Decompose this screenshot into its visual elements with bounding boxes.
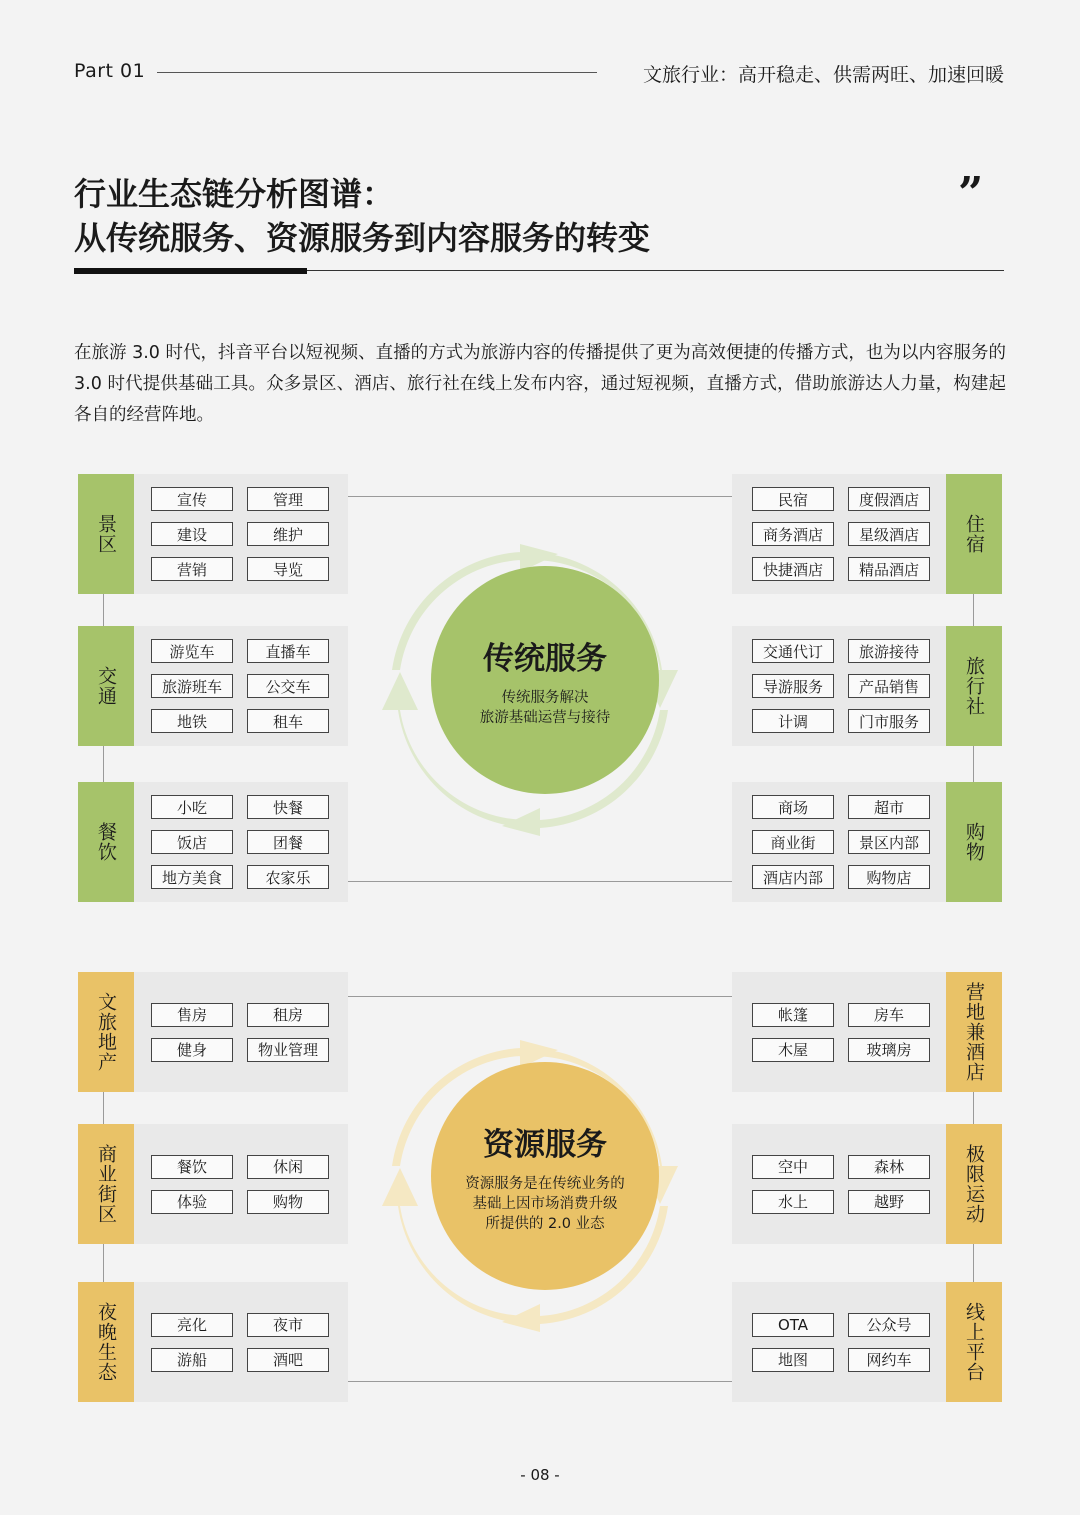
group-item: 健身	[151, 1038, 233, 1062]
resource-service-title: 资源服务	[483, 1126, 607, 1163]
group-item: 导游服务	[752, 674, 834, 698]
group-items-panel	[134, 782, 348, 902]
group-item: 商务酒店	[752, 522, 834, 546]
resource-service-desc-2: 基础上因市场消费升级	[472, 1195, 618, 1212]
resource-group-left-0	[78, 972, 348, 1092]
group-item: 宣传	[151, 487, 233, 511]
group-label-box	[946, 972, 1002, 1092]
group-label: 餐饮	[95, 822, 117, 862]
group-item: 旅游接待	[848, 639, 930, 663]
page-number: - 08 -	[520, 1466, 560, 1484]
resource-group-left-1	[78, 1124, 348, 1244]
group-item: 商场	[752, 795, 834, 819]
resource-group-left-2	[78, 1282, 348, 1402]
title-underline-accent	[74, 268, 307, 274]
group-item: 维护	[247, 522, 329, 546]
group-label: 商业街区	[95, 1144, 117, 1224]
group-item: 夜市	[247, 1313, 329, 1337]
group-item: 酒店内部	[752, 865, 834, 889]
group-item: 产品销售	[848, 674, 930, 698]
group-item: 租车	[247, 709, 329, 733]
group-label: 景区	[95, 514, 117, 554]
connector-line	[973, 1244, 974, 1282]
group-items-panel	[732, 782, 946, 902]
group-item: 景区内部	[848, 830, 930, 854]
group-item: 游览车	[151, 639, 233, 663]
header-title: 文旅行业：高开稳走、供需两旺、加速回暖	[642, 64, 1004, 86]
connector-line	[103, 746, 104, 782]
group-item: 公众号	[848, 1313, 930, 1337]
header-divider	[157, 72, 597, 73]
group-item: 商业街	[752, 830, 834, 854]
group-item: 购物	[247, 1190, 329, 1214]
connector-line	[103, 594, 104, 626]
group-label: 文旅地产	[95, 992, 117, 1072]
group-item: 物业管理	[247, 1038, 329, 1062]
group-label-box	[946, 474, 1002, 594]
group-item: 饭店	[151, 830, 233, 854]
group-item: 房车	[848, 1003, 930, 1027]
group-item: 快餐	[247, 795, 329, 819]
group-item: 地方美食	[151, 865, 233, 889]
group-items-panel	[134, 1282, 348, 1402]
group-item: 快捷酒店	[752, 557, 834, 581]
group-label: 线上平台	[963, 1302, 985, 1382]
resource-service-desc-3: 所提供的 2.0 业态	[485, 1215, 605, 1232]
group-item: 帐篷	[752, 1003, 834, 1027]
group-item: 休闲	[247, 1155, 329, 1179]
group-item: 营销	[151, 557, 233, 581]
traditional-group-left-0	[78, 474, 348, 594]
resource-group-right-0	[732, 972, 1002, 1092]
group-items-panel	[134, 474, 348, 594]
group-items-panel	[732, 1124, 946, 1244]
group-label: 旅行社	[963, 656, 985, 716]
group-item: 木屋	[752, 1038, 834, 1062]
group-label-box	[78, 1124, 134, 1244]
connector-line	[103, 1244, 104, 1282]
group-items-panel	[732, 972, 946, 1092]
connector-line	[973, 594, 974, 626]
group-item: 玻璃房	[848, 1038, 930, 1062]
group-label-box	[78, 972, 134, 1092]
group-label: 住宿	[963, 514, 985, 554]
group-label-box	[78, 1282, 134, 1402]
quote-mark-icon: ”	[958, 168, 984, 219]
group-label-box	[78, 782, 134, 902]
group-item: 网约车	[848, 1348, 930, 1372]
page-title-line1: 行业生态链分析图谱：	[74, 175, 395, 213]
group-item: 餐饮	[151, 1155, 233, 1179]
page-title-line2: 从传统服务、资源服务到内容服务的转变	[74, 219, 651, 257]
group-item: OTA	[752, 1313, 834, 1337]
group-items-panel	[732, 626, 946, 746]
traditional-service-title: 传统服务	[483, 640, 607, 677]
group-item: 售房	[151, 1003, 233, 1027]
traditional-group-left-2	[78, 782, 348, 902]
group-item: 精品酒店	[848, 557, 930, 581]
group-label-box	[946, 626, 1002, 746]
traditional-group-right-0	[732, 474, 1002, 594]
group-item: 地图	[752, 1348, 834, 1372]
group-item: 亮化	[151, 1313, 233, 1337]
group-item: 租房	[247, 1003, 329, 1027]
group-label: 购物	[963, 822, 985, 862]
group-item: 森林	[848, 1155, 930, 1179]
group-item: 管理	[247, 487, 329, 511]
group-item: 体验	[151, 1190, 233, 1214]
connector-line	[348, 1381, 738, 1382]
traditional-group-right-1	[732, 626, 1002, 746]
group-item: 度假酒店	[848, 487, 930, 511]
group-item: 超市	[848, 795, 930, 819]
group-label-box	[946, 1282, 1002, 1402]
group-item: 计调	[752, 709, 834, 733]
intro-paragraph: 在旅游 3.0 时代，抖音平台以短视频、直播的方式为旅游内容的传播提供了更为高效便捷的传播方式，也为以内容服务的 3.0 时代提供基础工具。众多景区、酒店、旅行社在线上发布内容，通过短视频，直播方式，借助旅游达人力量，构建起各自的经营阵地。	[74, 343, 1006, 425]
group-item: 小吃	[151, 795, 233, 819]
group-item: 门市服务	[848, 709, 930, 733]
traditional-service-desc-1: 传统服务解决	[501, 689, 589, 706]
group-item: 农家乐	[247, 865, 329, 889]
group-items-panel	[732, 474, 946, 594]
resource-service-desc-1: 资源服务是在传统业务的	[465, 1175, 625, 1192]
group-item: 旅游班车	[151, 674, 233, 698]
group-item: 购物店	[848, 865, 930, 889]
group-item: 团餐	[247, 830, 329, 854]
connector-line	[348, 881, 738, 882]
connector-line	[103, 1092, 104, 1124]
traditional-service-desc-2: 旅游基础运营与接待	[479, 709, 611, 726]
group-item: 导览	[247, 557, 329, 581]
connector-line	[348, 996, 738, 997]
group-item: 空中	[752, 1155, 834, 1179]
group-item: 游船	[151, 1348, 233, 1372]
group-item: 建设	[151, 522, 233, 546]
group-label-box	[946, 782, 1002, 902]
traditional-group-left-1	[78, 626, 348, 746]
group-label-box	[78, 626, 134, 746]
group-items-panel	[134, 1124, 348, 1244]
traditional-service-circle	[431, 566, 659, 794]
resource-group-right-1	[732, 1124, 1002, 1244]
connector-line	[348, 496, 738, 497]
group-label-box	[78, 474, 134, 594]
group-item: 水上	[752, 1190, 834, 1214]
group-items-panel	[134, 972, 348, 1092]
resource-service-circle	[431, 1062, 659, 1290]
group-item: 酒吧	[247, 1348, 329, 1372]
group-label: 夜晚生态	[95, 1302, 117, 1382]
group-label: 交通	[95, 666, 117, 706]
group-label: 营地兼酒店	[963, 982, 985, 1082]
group-item: 民宿	[752, 487, 834, 511]
group-item: 星级酒店	[848, 522, 930, 546]
group-item: 直播车	[247, 639, 329, 663]
page-title	[74, 172, 650, 260]
group-item: 越野	[848, 1190, 930, 1214]
group-item: 地铁	[151, 709, 233, 733]
connector-line	[973, 746, 974, 782]
part-label: Part 01	[74, 60, 146, 82]
group-items-panel	[134, 626, 348, 746]
group-item: 交通代订	[752, 639, 834, 663]
group-items-panel	[732, 1282, 946, 1402]
group-label: 极限运动	[963, 1144, 985, 1224]
group-item: 公交车	[247, 674, 329, 698]
connector-line	[973, 1092, 974, 1124]
resource-group-right-2	[732, 1282, 1002, 1402]
traditional-group-right-2	[732, 782, 1002, 902]
group-label-box	[946, 1124, 1002, 1244]
